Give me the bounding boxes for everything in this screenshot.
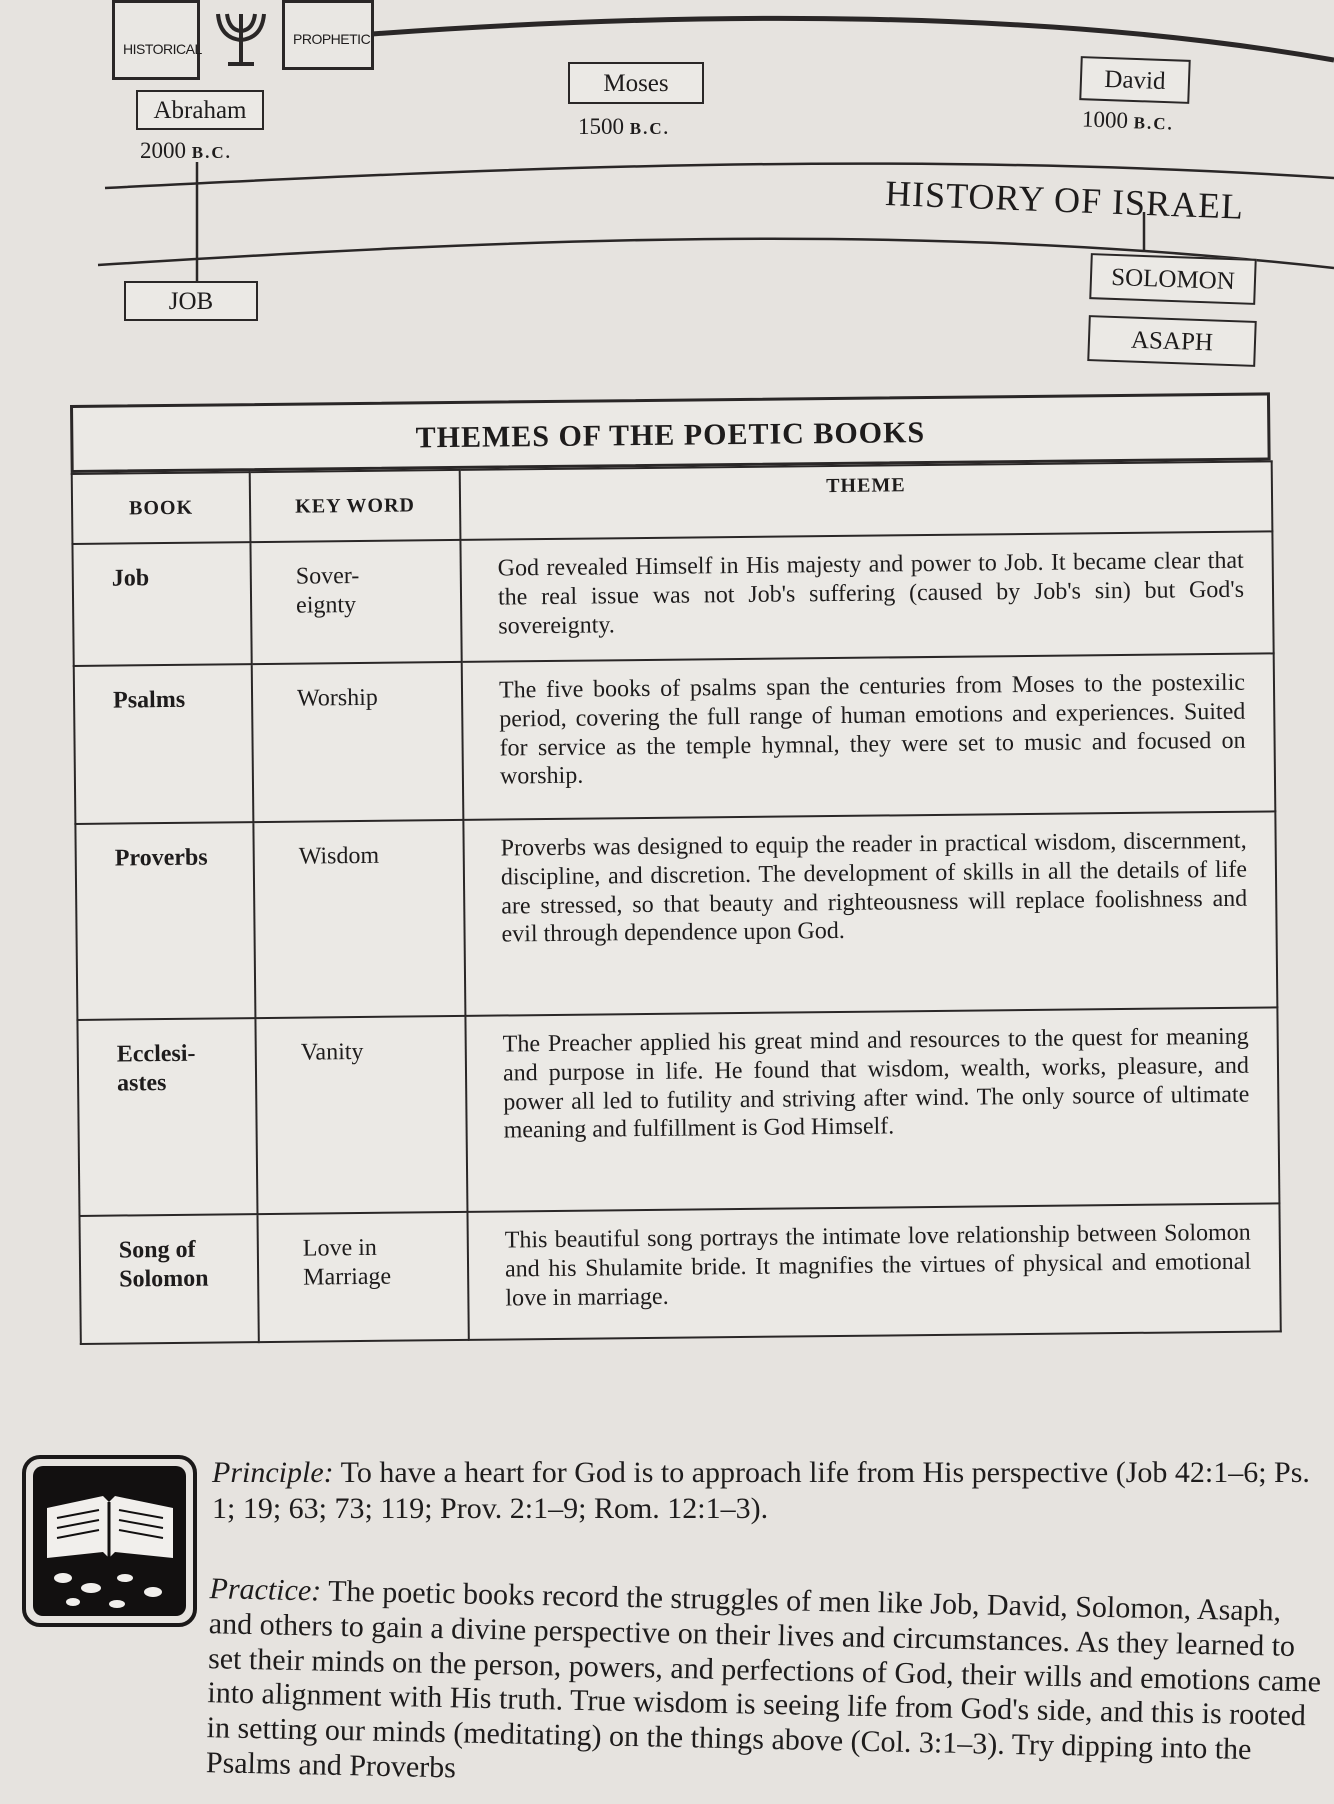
theme-cell: The Preacher applied his great mind and resources to the quest for meaning and purpose in life. He found that wisdom, wealth, works, pleasure, and power all led to futility and striving after wind. The only source of ultimate meaning and fulfillment is God Himself.	[465, 1007, 1279, 1211]
book-cell: Job	[72, 542, 251, 666]
tab-historical: HISTORICAL	[112, 0, 200, 80]
header-theme: THEME	[460, 461, 1273, 539]
table-title: THEMES OF THE POETIC BOOKS	[70, 392, 1271, 473]
table-row	[79, 1203, 1280, 1344]
principle-label: Principle:	[212, 1456, 334, 1489]
person-moses: Moses	[568, 62, 704, 104]
key-word-cell: Sover- eignty	[250, 540, 461, 664]
principle-text: To have a heart for God is to approach life from His perspective (Job 42:1–6; Ps. 1; 19; 63; 73; 119; Prov. 2:1–9; Rom. 12:1–3).	[212, 1456, 1310, 1525]
book-cell: Proverbs	[75, 822, 255, 1020]
table-header-row	[72, 461, 1273, 544]
date-moses: 1500 B.C.	[578, 114, 670, 139]
practice-paragraph	[6, 1568, 1330, 1804]
tab-prophetic: PROPHETIC	[282, 0, 374, 70]
history-title: HISTORY OF ISRAEL	[884, 172, 1245, 227]
theme-cell: God revealed Himself in His majesty and power to Job. It became clear that the real issue was not Job's suffering (caused by Job's sin) but God's sovereignty.	[460, 531, 1273, 661]
book-cell: Song of Solomon	[79, 1214, 258, 1344]
key-word-cell: Vanity	[255, 1016, 467, 1214]
key-word-cell: Worship	[252, 662, 464, 822]
themes-table	[70, 392, 1281, 1425]
label-asaph: ASAPH	[1087, 315, 1257, 367]
theme-cell: Proverbs was designed to equip the reader in practical wisdom, discernment, discipline, and discretion. The development of skills in all the details of life are stressed, so that beauty and righteousness will replace foolishness and evil through dependence upon God.	[463, 811, 1277, 1015]
table-row	[77, 1007, 1279, 1216]
principle-paragraph	[212, 1455, 1322, 1527]
label-solomon: SOLOMON	[1089, 253, 1257, 305]
table-row	[75, 811, 1277, 1020]
table-row	[74, 653, 1276, 824]
header-book: BOOK	[72, 472, 251, 544]
person-abraham: Abraham	[136, 90, 264, 130]
header-key-word: KEY WORD	[250, 470, 461, 542]
table-row	[72, 531, 1273, 666]
date-david: 1000 B.C.	[1081, 106, 1175, 134]
book-cell: Psalms	[74, 664, 254, 824]
date-abraham: 2000 B.C.	[140, 138, 232, 163]
practice-text: The poetic books record the struggles of men like Job, David, Solomon, Asaph, and others to gain a divine perspective on their lives and circumstances. As they learned to set their minds on the person, powers, and perfections of God, their wills and emotions came into alignment with His truth. True wisdom is seeing life from God's side, and this is rooted in setting our minds (meditating) on the things above (Col. 3:1–3). Try dipping into the Psalms and Proverbs	[205, 1574, 1322, 1785]
themes-grid	[71, 460, 1282, 1345]
menorah-icon	[218, 14, 264, 64]
key-word-cell: Wisdom	[253, 820, 465, 1018]
practice-label: Practice:	[209, 1572, 322, 1608]
theme-cell: This beautiful song portrays the intimate love relationship between Solomon and his Shulamite bride. It magnifies the virtues of physical and emotional love in marriage.	[467, 1203, 1280, 1339]
person-david: David	[1079, 56, 1190, 104]
key-word-cell: Love in Marriage	[257, 1212, 468, 1342]
book-cell: Ecclesi- astes	[77, 1018, 257, 1216]
theme-cell: The five books of psalms span the centuries from Moses to the postexilic period, covering the full range of human emotions and experiences. Suited for service as the temple hymnal, they were set to music and focused on worship.	[462, 653, 1276, 819]
label-job: JOB	[124, 281, 258, 321]
